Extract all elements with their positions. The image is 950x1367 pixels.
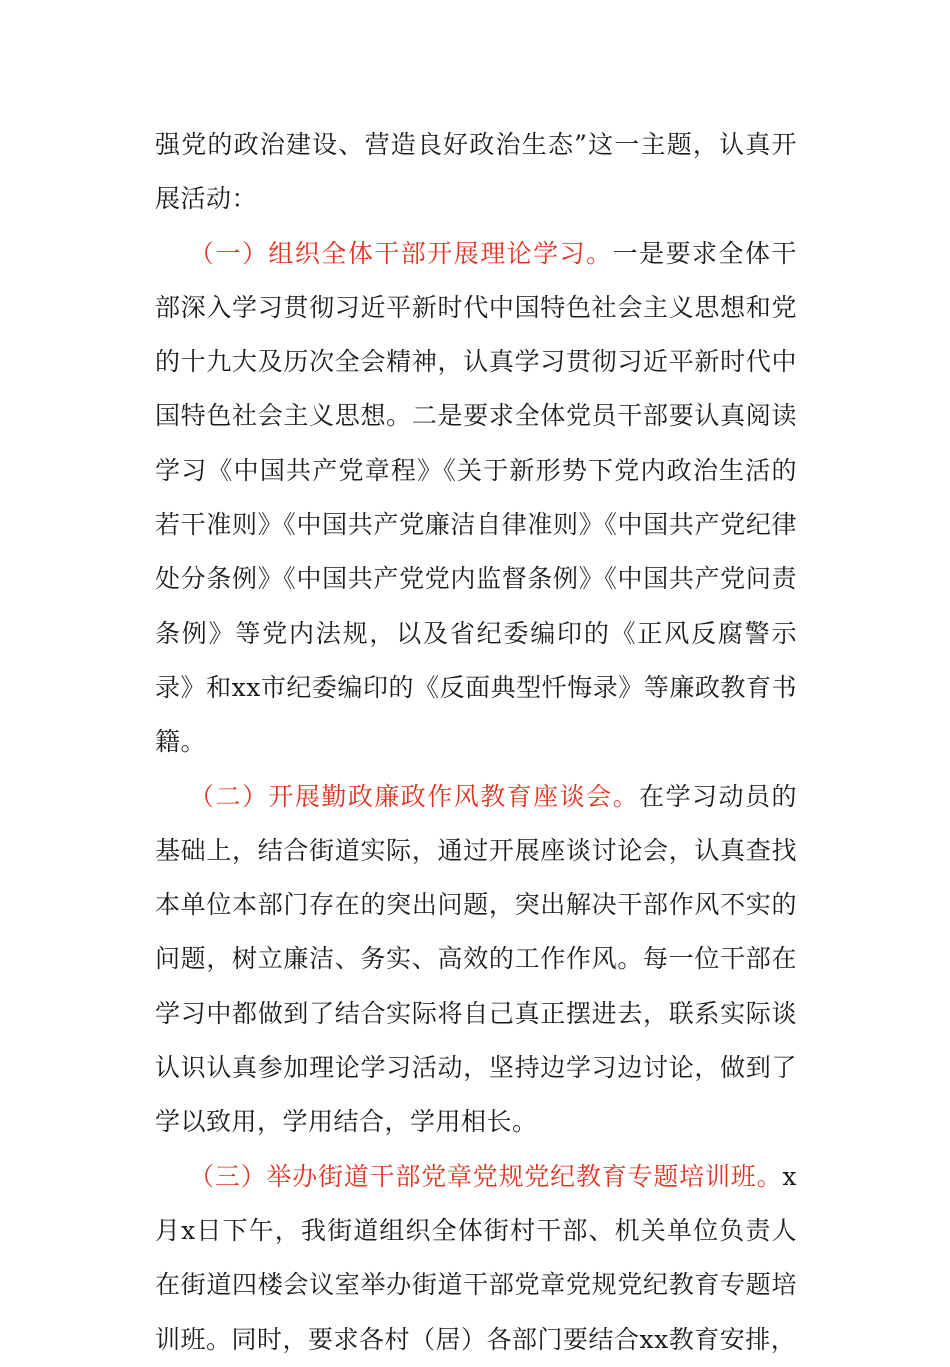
paragraph-section-2 <box>155 770 797 1150</box>
document-body <box>155 118 797 1367</box>
section-1-heading: （一）组织全体干部开展理论学习。 <box>189 238 613 268</box>
paragraph-section-3 <box>155 1150 797 1367</box>
section-2-body: 在学习动员的基础上，结合街道实际，通过开展座谈讨论会，认真查找本单位本部门存在的突出问题，突出解决干部作风不实的问题，树立廉洁、务实、高效的工作作风。每一位干部在学习中都做到了结合实际将自己真正摆进去，联系实际谈认识认真参加理论学习活动，坚持边学习边讨论，做到了学以致用，学用结合，学用相长。 <box>155 781 797 1137</box>
paragraph-section-1 <box>155 227 797 770</box>
section-3-heading: （三）举办街道干部党章党规党纪教育专题培训班。 <box>189 1161 783 1191</box>
section-1-body: 一是要求全体干部深入学习贯彻习近平新时代中国特色社会主义思想和党的十九大及历次全会精神，认真学习贯彻习近平新时代中国特色社会主义思想。二是要求全体党员干部要认真阅读学习《中国共产党章程》《关于新形势下党内政治生活的若干准则》《中国共产党廉洁自律准则》《中国共产党纪律处分条例》《中国共产党党内监督条例》《中国共产党问责条例》等党内法规，以及省纪委编印的《正风反腐警示录》和xx市纪委编印的《反面典型忏悔录》等廉政教育书籍。 <box>155 238 797 757</box>
paragraph-intro: 强党的政治建设、营造良好政治生态”这一主题，认真开展活动： <box>155 130 797 214</box>
section-3-body: x月x日下午，我街道组织全体街村干部、机关单位负责人在街道四楼会议室举办街道干部党章党规党纪教育专题培训班。同时，要求各村（居）各部门要结合xx教育安排， <box>155 1161 797 1354</box>
section-2-heading: （二）开展勤政廉政作风教育座谈会。 <box>189 781 640 811</box>
